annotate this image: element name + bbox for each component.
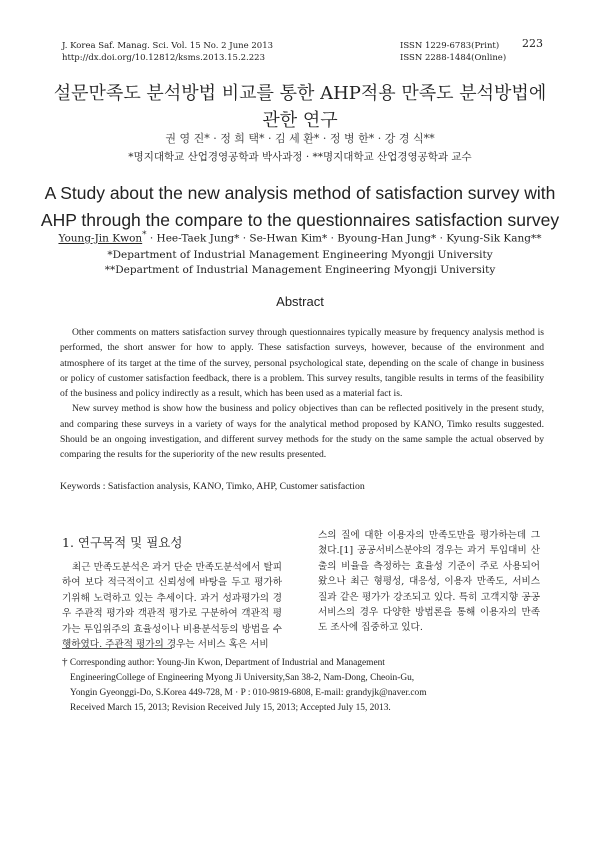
first-author-mark: * xyxy=(142,230,147,240)
korean-title-line2: 관한 연구 xyxy=(262,110,338,131)
footnote-line: EngineeringCollege of Engineering Myong Ji University,San 38-2, Nam-Dong, Cheoin-Gu, xyxy=(70,673,415,683)
section-heading: 1. 연구목적 및 필요성 xyxy=(62,535,183,550)
footnote-line: Yongin Gyeonggi-Do, S.Korea 449-728, M · P : 010-9819-6808, E-mail: grandyjk@naver.com xyxy=(70,688,427,698)
affiliation-2: **Department of Industrial Management Engineering Myongji University xyxy=(104,264,496,276)
korean-title xyxy=(40,80,560,134)
first-author: Young-Jin Kwon xyxy=(58,232,143,245)
journal-citation: J. Korea Saf. Manag. Sci. Vol. 15 No. 2 June 2013 xyxy=(62,41,274,51)
body-column-right: 스의 질에 대한 이용자의 만족도만을 평가하는데 그쳤다.[1] 공공서비스분야의 경우는 과거 투입대비 산출의 비율을 측정하는 효율성 기준이 주로 사용되어 왔으나 최근 형평성, 대응성, 이용자 만족도, 서비스 질과 같은 평가가 강조되고 있다. 특히 고객지향 공공서비스의 경우 다양한 방법론을 통해 이용자의 만족도 조사에 집중하고 있다. xyxy=(318,530,540,634)
english-authors xyxy=(40,230,560,245)
english-affiliations xyxy=(40,248,560,278)
keywords: Keywords : Satisfaction analysis, KANO, Timko, AHP, Customer satisfaction xyxy=(60,481,365,492)
body-column-left: 최근 만족도분석은 과거 단순 만족도분석에서 탈피하여 보다 적극적이고 신뢰성에 바탕을 두고 평가하기위해 노력하고 있는 추세이다. 과거 성과평가의 경우 주관적 평가와 객관적 평가로 구분하여 객관적 평가는 투입위주의 효율성이나 비용분석등의 방법을 수행하였다. 주관적 평가의 경우는 서비스 혹은 서비 xyxy=(62,562,282,651)
co-authors: · Hee-Taek Jung* · Se-Hwan Kim* · Byoung-Han Jung* · Kyung-Sik Kang** xyxy=(146,232,542,245)
doi-link[interactable]: http://dx.doi.org/10.12812/ksms.2013.15.2.223 xyxy=(62,53,265,63)
running-header-right xyxy=(400,37,543,64)
footnote-line: Corresponding author: Young-Jin Kwon, Department of Industrial and Management xyxy=(67,658,385,668)
running-header-left xyxy=(62,40,273,64)
korean-affiliation: *명지대학교 산업경영공학과 박사과정 · **명지대학교 산업경영공학과 교수 xyxy=(128,151,472,163)
issn-print: ISSN 1229-6783(Print) xyxy=(400,41,500,51)
footnote-divider xyxy=(62,648,172,649)
affiliation-1: *Department of Industrial Management Engineering Myongji University xyxy=(107,249,493,261)
abstract-paragraph: New survey method is show how the business and policy objectives than can be reflected positively in the present study, and comparing these surveys in a variety of ways for the analytical method proposed by KANO, Timko results suggested. Should be an ongoing investigation, and different survey methods for the study on the same sample the actual observed by comparing the results for the superiority of the new results presented. xyxy=(60,403,544,461)
page-number: 223 xyxy=(522,37,543,50)
english-title xyxy=(40,180,560,234)
issn-online: ISSN 2288-1484(Online) xyxy=(400,53,507,63)
english-title-line2: AHP through the compare to the questionnaires satisfaction survey xyxy=(40,210,560,230)
korean-title-line1: 설문만족도 분석방법 비교를 통한 AHP적용 만족도 분석방법에 xyxy=(53,83,547,104)
footnote xyxy=(62,655,542,716)
korean-authors: 권 영 진* · 정 희 택* · 김 세 환* · 정 병 한* · 강 경 식** xyxy=(165,132,435,145)
dagger-mark: † xyxy=(62,656,68,668)
abstract-heading: Abstract xyxy=(276,294,324,309)
abstract-paragraph: Other comments on matters satisfaction survey through questionnaires typically measure by frequency analysis method is performed, the short answer for how to apply. These satisfaction surveys, however, because of the environment and atmosphere of its target at the time of the survey, personal psychological state, depending on the scale of change in business or policy of customer satisfaction feedback, there is a problem. This survey results, tangible results in terms of the feasibility of the business and policy indirectly as a result, which has been used as a material fact is. xyxy=(60,327,544,400)
abstract-body xyxy=(60,325,544,463)
footnote-line: Received March 15, 2013; Revision Received July 15, 2013; Accepted July 15, 2013. xyxy=(70,703,391,713)
english-title-line1: A Study about the new analysis method of satisfaction survey with xyxy=(44,183,556,203)
